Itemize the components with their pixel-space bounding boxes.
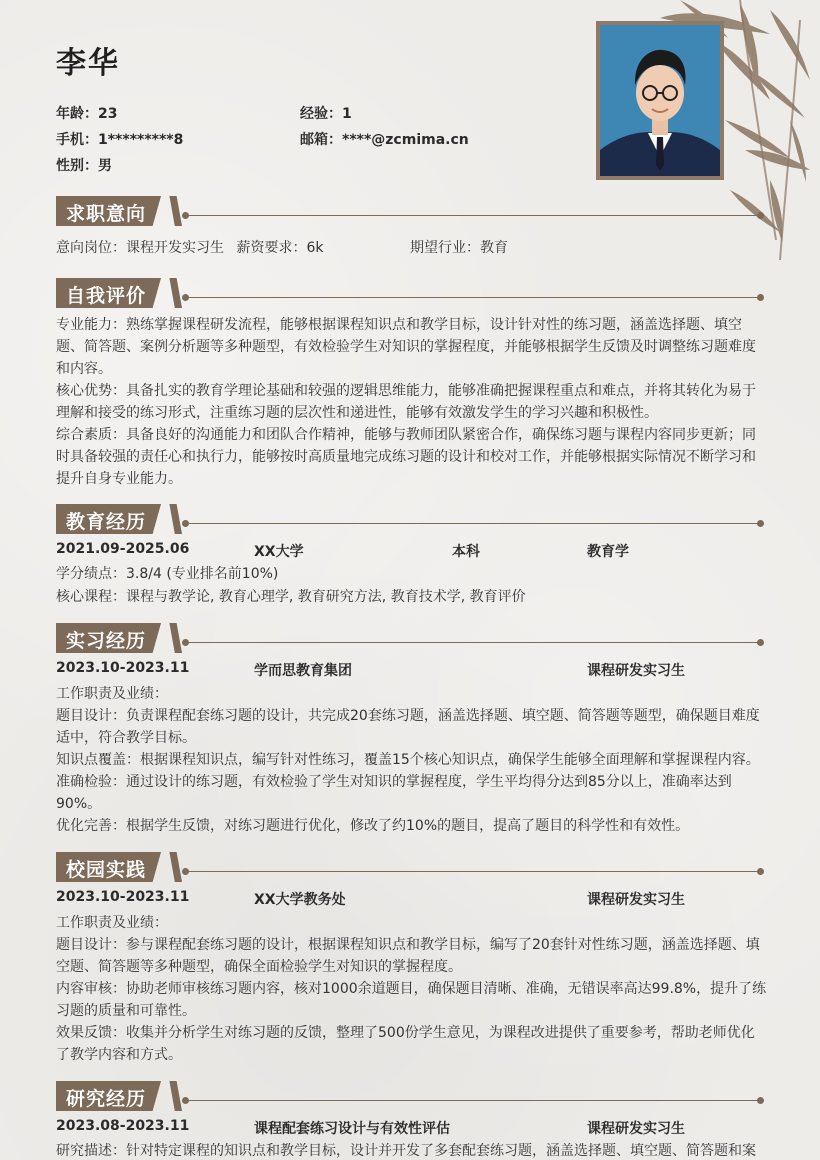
internship-item-accuracy: 准确检验：通过设计的练习题，有效检验了学生对知识的掌握程度，学生平均得分达到85分以上，准确率达到90%。 [56, 774, 732, 812]
expected-salary: 薪资要求：6k [236, 240, 324, 256]
divider-dot [757, 520, 764, 527]
research-row [56, 1118, 768, 1140]
internship-item-design: 题目设计：负责课程配套练习题的设计，共完成20套练习题，涵盖选择题、填空题、简答题等题型，确保题目难度适中，符合教学目标。 [56, 708, 760, 746]
section-title-research: 研究经历 [66, 1088, 147, 1110]
avatar-portrait [600, 25, 720, 176]
internship-date: 2023.10-2023.11 [56, 660, 190, 676]
gender-field: 性别：男 [56, 158, 112, 174]
education-gpa: 学分绩点：3.8/4 (专业排名前10%) [56, 566, 279, 582]
internship-company: 学而思教育集团 [254, 663, 352, 679]
education-school: XX大学 [254, 544, 304, 560]
education-date: 2021.09-2025.06 [56, 541, 190, 557]
experience-field: 经验：1 [300, 106, 352, 122]
divider-dot [182, 1097, 189, 1104]
campus-row [56, 889, 768, 911]
section-header-research [56, 1081, 766, 1111]
section-title-education: 教育经历 [66, 511, 147, 533]
intended-position: 意向岗位：课程开发实习生 [56, 240, 224, 256]
section-tag-slash [164, 196, 182, 226]
section-divider [186, 215, 760, 216]
divider-dot [757, 1097, 764, 1104]
campus-item-review: 内容审核：协助老师审核练习题内容，核对1000余道题目，确保题目清晰、准确，无错误率高达99.8%，提升了练习题的质量和可靠性。 [56, 981, 767, 1019]
divider-dot [182, 868, 189, 875]
divider-dot [757, 212, 764, 219]
research-role: 课程研发实习生 [587, 1121, 685, 1137]
education-degree: 本科 [452, 544, 480, 560]
internship-item-coverage: 知识点覆盖：根据课程知识点，编写针对性练习，覆盖15个核心知识点，确保学生能够全面理解和掌握课程内容。 [56, 752, 760, 768]
age-field: 年龄：23 [56, 106, 118, 122]
section-title-internship: 实习经历 [66, 630, 147, 652]
section-header-internship [56, 623, 766, 653]
section-header-objective [56, 196, 766, 226]
self-eval-professional: 专业能力：熟练掌握课程研发流程，能够根据课程知识点和教学目标，设计针对性的练习题，涵盖选择题、填空题、简答题、案例分析题等多种题型，有效检验学生对知识的掌握程度，并能够根据学生反馈及时调整练习题难度和内容。 [56, 317, 756, 377]
section-header-self-eval [56, 278, 766, 308]
campus-item-feedback: 效果反馈：收集并分析学生对练习题的反馈，整理了500份学生意见，为课程改进提供了重要参考，帮助老师优化了教学内容和方式。 [56, 1025, 755, 1063]
campus-item-design: 题目设计：参与课程配套练习题的设计，根据课程知识点和教学目标，编写了20套针对性练习题，涵盖选择题、填空题、简答题等多种题型，确保全面检验学生对知识的掌握程度。 [56, 937, 760, 975]
candidate-name: 李华 [56, 46, 120, 81]
section-divider [186, 297, 760, 298]
section-title-objective: 求职意向 [66, 203, 147, 225]
objective-row [56, 237, 768, 259]
divider-dot [757, 639, 764, 646]
campus-org: XX大学教务处 [254, 892, 346, 908]
divider-dot [182, 212, 189, 219]
section-header-campus [56, 852, 766, 882]
divider-dot [757, 868, 764, 875]
section-divider [186, 642, 760, 643]
education-major: 教育学 [587, 544, 629, 560]
section-tag-slash [164, 504, 182, 534]
section-tag-slash [164, 852, 182, 882]
section-title-self-eval: 自我评价 [66, 285, 147, 307]
research-date: 2023.08-2023.11 [56, 1118, 190, 1134]
research-description: 研究描述：针对特定课程的知识点和教学目标，设计并开发了多套配套练习题，涵盖选择题、填空题、简答题和案 [56, 1143, 756, 1159]
phone-field: 手机：1*********8 [56, 132, 184, 148]
section-divider [186, 523, 760, 524]
divider-dot [182, 639, 189, 646]
divider-dot [757, 294, 764, 301]
research-project: 课程配套练习设计与有效性评估 [254, 1121, 450, 1137]
self-eval-qualities: 综合素质：具备良好的沟通能力和团队合作精神，能够与教师团队紧密合作，确保练习题与课程内容同步更新；同时具备较强的责任心和执行力，能够按时高质量地完成练习题的设计和校对工作，并能够根据实际情况不断学习和提升自身专业能力。 [56, 427, 756, 487]
section-title-campus: 校园实践 [66, 859, 147, 881]
section-divider [186, 1100, 760, 1101]
section-tag-slash [164, 278, 182, 308]
internship-intro: 工作职责及业绩： [56, 686, 168, 702]
campus-date: 2023.10-2023.11 [56, 889, 190, 905]
divider-dot [182, 294, 189, 301]
campus-intro: 工作职责及业绩： [56, 915, 168, 931]
internship-row [56, 660, 768, 682]
section-tag-slash [164, 1081, 182, 1111]
email-field: 邮箱：****@zcmima.cn [300, 132, 469, 148]
campus-role: 课程研发实习生 [587, 892, 685, 908]
section-tag-slash [164, 623, 182, 653]
self-eval-strengths: 核心优势：具备扎实的教育学理论基础和较强的逻辑思维能力，能够准确把握课程重点和难点，并将其转化为易于理解和接受的练习形式，注重练习题的层次性和递进性，能够有效激发学生的学习兴趣和积极性。 [56, 383, 756, 421]
internship-role: 课程研发实习生 [587, 663, 685, 679]
section-divider [186, 871, 760, 872]
education-row [56, 541, 768, 563]
expected-industry: 期望行业：教育 [410, 240, 508, 256]
profile-photo [596, 21, 724, 180]
internship-item-optimize: 优化完善：根据学生反馈，对练习题进行优化，修改了约10%的题目，提高了题目的科学性和有效性。 [56, 818, 690, 834]
divider-dot [182, 520, 189, 527]
education-courses: 核心课程：课程与教学论, 教育心理学, 教育研究方法, 教育技术学, 教育评价 [56, 589, 526, 605]
section-header-education [56, 504, 766, 534]
